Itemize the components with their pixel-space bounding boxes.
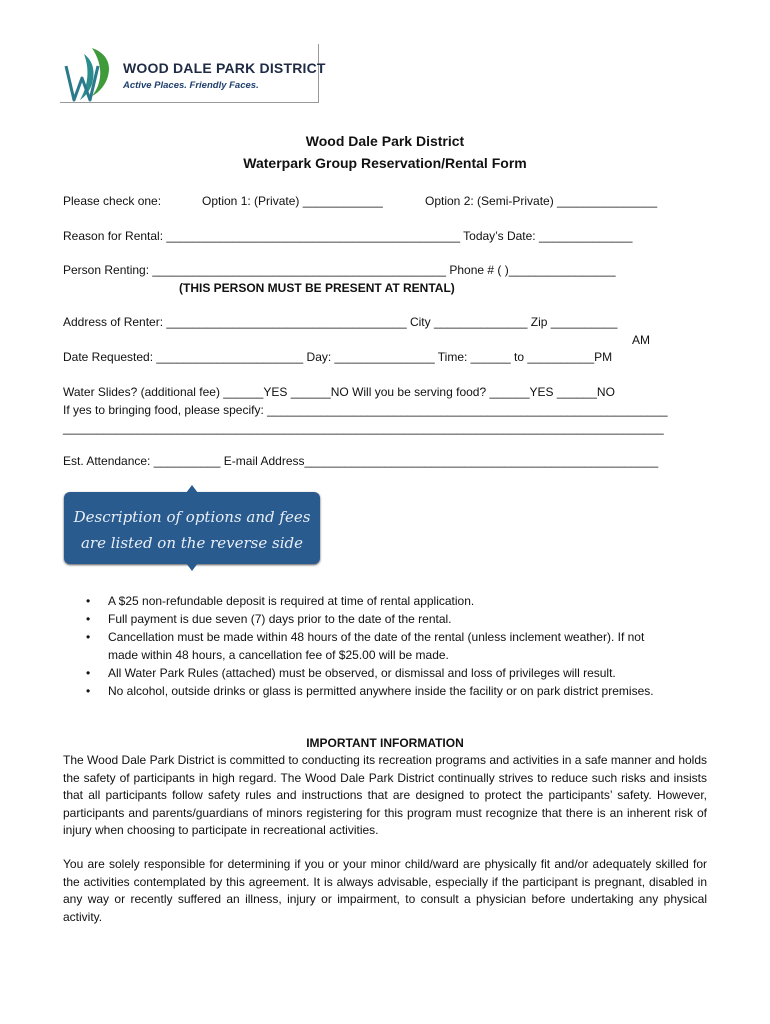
callout-pointer-top-icon (186, 485, 198, 493)
date-time-field[interactable]: Date Requested: ______________________ Day: _______________ Time: ______ to __________PM (63, 350, 613, 364)
logo-name: WOOD DALE PARK DISTRICT (123, 60, 326, 76)
list-item: • Cancellation must be made within 48 hours of the date of the rental (unless inclement weather). If not (86, 630, 645, 644)
options-callout (64, 492, 320, 564)
logo-tagline: Active Places. Friendly Faces. (123, 80, 259, 91)
callout-line-2: are listed on the reverse side (80, 534, 303, 552)
list-item: • All Water Park Rules (attached) must be observed, or dismissal and loss of privileges will result. (86, 666, 616, 680)
present-note: (THIS PERSON MUST BE PRESENT AT RENTAL) (179, 281, 455, 295)
page-subtitle: Waterpark Group Reservation/Rental Form (243, 155, 527, 171)
list-item-continuation: made within 48 hours, a cancellation fee of $25.00 will be made. (108, 648, 449, 662)
person-phone-field[interactable]: Person Renting: ____________________________________________ Phone # ( )________________ (63, 263, 616, 277)
page-title: Wood Dale Park District (305, 133, 465, 149)
callout-line-1: Description of options and fees (73, 508, 311, 526)
callout-pointer-bottom-icon (186, 563, 198, 571)
option-semi-private-field[interactable]: Option 2: (Semi-Private) _______________ (425, 194, 658, 208)
reason-date-field[interactable]: Reason for Rental: ____________________________________________ Today’s Date: ______________ (63, 229, 633, 243)
important-heading: IMPORTANT INFORMATION (306, 736, 464, 750)
check-label: Please check one: (63, 194, 162, 208)
important-paragraph-1: The Wood Dale Park District is committed to conducting its recreation programs and activities in a safe manner and holds the safety of participants in high regard. The Wood Dale Park District continually strives to reduce such risks and insists that all participants follow safety rules and instructions that are designed to protect the participants’ safety. However, participants and parents/guardians of minors registering for this program must recognize that there is an inherent risk of injury when choosing to participate in recreational activities. (63, 753, 707, 838)
attendance-email-field[interactable]: Est. Attendance: __________ E-mail Address_____________________________________________________ (63, 454, 659, 468)
park-district-logo-icon (62, 44, 118, 104)
rules-list (84, 592, 654, 700)
address-field[interactable]: Address of Renter: ____________________________________ City ______________ Zip __________ (63, 315, 618, 329)
list-item: • A $25 non-refundable deposit is required at time of rental application. (86, 594, 475, 608)
food-specify-field[interactable]: If yes to bringing food, please specify: ____________________________________________________________ (63, 403, 668, 417)
list-item: • Full payment is due seven (7) days prior to the date of the rental. (86, 612, 452, 626)
food-specify-line[interactable]: __________________________________________________________________________________________ (63, 421, 664, 435)
am-label: AM (632, 333, 650, 347)
important-paragraph-2: You are solely responsible for determining if you or your minor child/ward are physically fit and/or adequately skilled for the activities contemplated by this agreement. It is always advisable, especially if the participant is pregnant, disabled in any way or recently suffered an illness, injury or impairment, to consult a physician before undertaking any physical activity. (63, 857, 707, 924)
option-private-field[interactable]: Option 1: (Private) ____________ (202, 194, 383, 208)
slides-food-field[interactable]: Water Slides? (additional fee) ______YES ______NO Will you be serving food? ______YES ______NO (63, 385, 615, 399)
list-item: • No alcohol, outside drinks or glass is permitted anywhere inside the facility or on park district premises. (86, 684, 654, 698)
